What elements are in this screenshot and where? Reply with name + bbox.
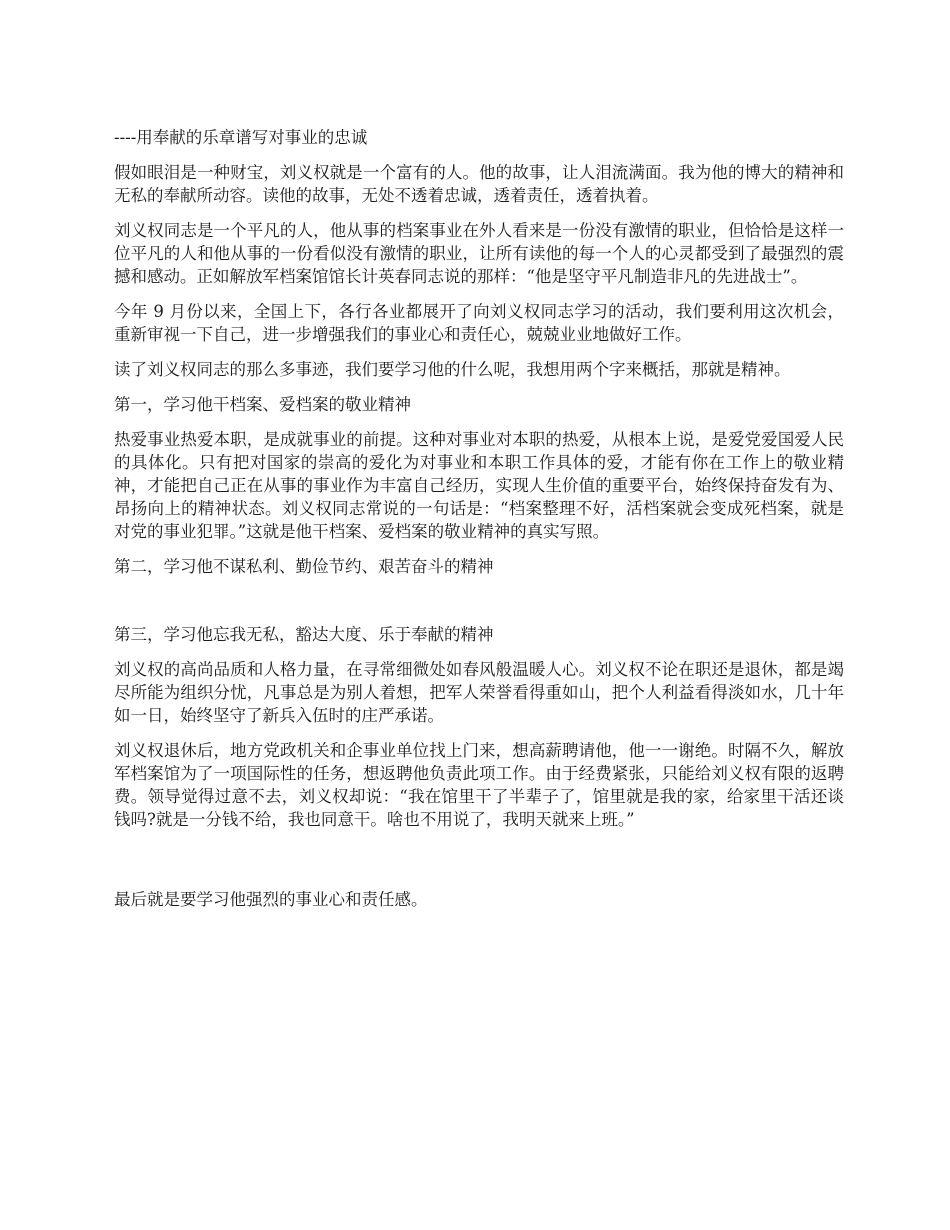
section-heading-3: 第三，学习他忘我无私，豁达大度、乐于奉献的精神 xyxy=(114,625,494,644)
paragraph: 刘义权的高尚品质和人格力量，在寻常细微处如春风般温暖人心。刘义权不论在职还是退休，都是竭尽所能为组织分忧，凡事总是为别人着想，把军人荣誉看得重如山，把个人利益看得淡如水，几十年如一日，始终坚守了新兵入伍时的庄严承诺。 xyxy=(114,660,844,725)
closing-paragraph: 最后就是要学习他强烈的事业心和责任感。 xyxy=(114,890,428,909)
document-body xyxy=(114,126,844,923)
paragraph: 刘义权退休后，地方党政机关和企事业单位找上门来，想高薪聘请他，他一一谢绝。时隔不久，解放军档案馆为了一项国际性的任务，想返聘他负责此项工作。由于经费紧张，只能给刘义权有限的返聘费。领导觉得过意不去，刘义权却说：“我在馆里干了半辈子了，馆里就是我的家，给家里干活还谈钱吗?就是一分钱不给，我也同意干。啥也不用说了，我明天就来上班。” xyxy=(114,741,844,829)
document-subtitle: ----用奉献的乐章谱写对事业的忠诚 xyxy=(114,128,368,147)
section-heading-2: 第二，学习他不谋私利、勤俭节约、艰苦奋斗的精神 xyxy=(114,557,494,576)
paragraph: 今年 9 月份以来，全国上下，各行各业都展开了向刘义权同志学习的活动，我们要利用这次机会，重新审视一下自己，进一步增强我们的事业心和责任心，兢兢业业地做好工作。 xyxy=(114,302,844,344)
section-heading-1: 第一，学习他干档案、爱档案的敬业精神 xyxy=(114,395,411,414)
paragraph: 假如眼泪是一种财宝，刘义权就是一个富有的人。他的故事，让人泪流满面。我为他的博大的精神和无私的奉献所动容。读他的故事，无处不透着忠诚，透着责任，透着执着。 xyxy=(114,163,844,205)
paragraph: 热爱事业热爱本职，是成就事业的前提。这种对事业对本职的热爱，从根本上说，是爱党爱国爱人民的具体化。只有把对国家的崇高的爱化为对事业和本职工作具体的爱，才能有你在工作上的敬业精神，才能把自己正在从事的事业作为丰富自己经历，实现人生价值的重要平台，始终保持奋发有为、昂扬向上的精神状态。刘义权同志常说的一句话是：“档案整理不好，活档案就会变成死档案，就是对党的事业犯罪。”这就是他干档案、爱档案的敬业精神的真实写照。 xyxy=(114,430,844,541)
paragraph: 读了刘义权同志的那么多事迹，我们要学习他的什么呢，我想用两个字来概括，那就是精神。 xyxy=(114,360,791,379)
paragraph: 刘义权同志是一个平凡的人，他从事的档案事业在外人看来是一份没有激情的职业，但恰恰是这样一位平凡的人和他从事的一份看似没有激情的职业，让所有读他的每一个人的心灵都受到了最强烈的震撼和感动。正如解放军档案馆馆长计英春同志说的那样：“他是坚守平凡制造非凡的先进战士”。 xyxy=(114,221,844,286)
